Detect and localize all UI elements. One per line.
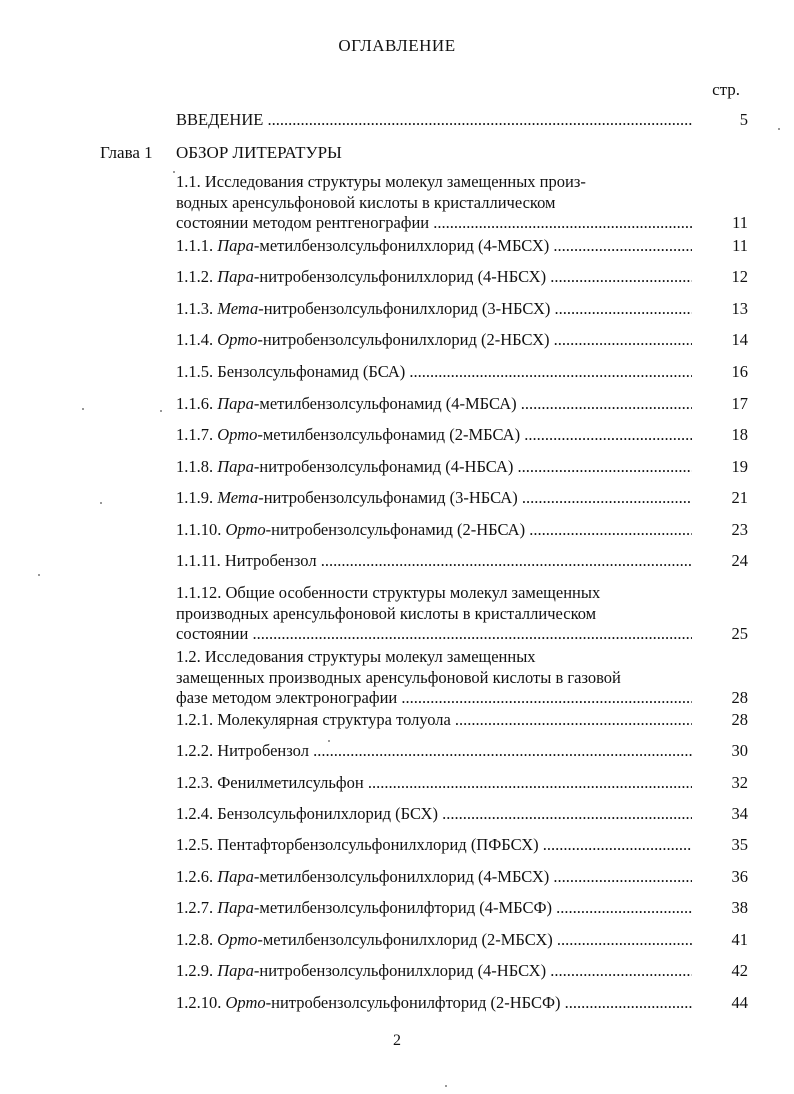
toc-entry[interactable] [176,488,748,509]
toc-entry-text [176,835,692,856]
section-title: -нитробензолсульфонилхлорид (4-НБСХ) [253,267,547,286]
toc-page-number: 13 [731,299,748,318]
section-number: 1.1.2. [176,267,214,286]
section-number: 1.2.9. [176,961,214,980]
toc-entry[interactable] [176,583,748,645]
position-prefix: Орто [217,930,258,949]
scan-speck [160,410,162,412]
toc-entry[interactable] [176,898,748,919]
toc-entry[interactable] [176,710,748,731]
toc-entry-text [176,236,692,257]
section-title: -нитробензолсульфонилфторид (2-НБСФ) [265,993,561,1012]
toc-entry[interactable] [176,647,748,709]
toc-entry-line: производных аренсульфоновой кислоты в кристаллическом [176,603,597,623]
section-number: 1.1.1. [176,236,214,255]
toc-entry-text [176,741,692,762]
toc-page-number: 11 [732,236,748,255]
section-title: -метилбензолсульфонамид (4-МБСА) [253,394,517,413]
page-title: ОГЛАВЛЕНИЕ [338,36,456,55]
section-title: -метилбензолсульфонилфторид (4-МБСФ) [253,898,553,917]
position-prefix: Пара [217,961,254,980]
section-number: 1.1.4. [176,330,214,349]
section-number: 1.2.6. [176,867,214,886]
section-number: 1.1.7. [176,425,214,444]
toc-entry-text [176,299,692,320]
toc-entry-text [176,267,692,288]
toc-entry[interactable] [176,236,748,257]
toc-entry-line: состоянии методом рентгенографии ..... [176,213,692,234]
section-title: Нитробензол [217,741,309,760]
toc-page-number: 38 [731,898,748,917]
toc-entry-text [176,993,692,1014]
toc-entry-text [176,804,692,825]
section-number: 1.2.2. [176,741,214,760]
toc-entry-text [176,425,692,446]
section-title: Пентафторбензолсульфонилхлорид (ПФБСХ) [217,835,539,854]
scan-speck [82,408,84,410]
position-prefix: Орто [225,993,266,1012]
toc-entry-text [176,330,692,351]
section-number: 1.2.5. [176,835,214,854]
page-number: 2 [393,1032,401,1049]
section-title: -нитробензолсульфонамид (4-НБСА) [253,457,514,476]
toc-page-number: 35 [731,835,748,854]
toc-entry[interactable] [176,773,748,794]
section-title: Молекулярная структура толуола [217,710,451,729]
toc-page-number: 19 [731,457,748,476]
section-number: 1.1.3. [176,299,214,318]
toc-page-number: 30 [731,741,748,760]
toc-entry-text [176,362,692,383]
section-number: 1.1.10. [176,520,222,539]
toc-entry-line: 1.1. Исследования структуры молекул замещенных произ- [176,172,586,191]
position-prefix: Пара [217,898,254,917]
chapter-title-text: ОБЗОР ЛИТЕРАТУРЫ [176,143,342,162]
toc-entry[interactable] [176,993,748,1014]
scan-speck [38,574,40,576]
toc-entry[interactable] [176,299,748,320]
scan-speck [100,502,102,504]
page-column-header: стр. [712,80,740,99]
section-number: 1.2.8. [176,930,214,949]
toc-page-number: 32 [731,773,748,792]
toc-page-number: 5 [739,110,748,129]
toc-page-number: 34 [731,804,748,823]
toc-page-number: 11 [732,213,748,232]
toc-page-number: 28 [731,710,748,729]
toc-entry-line: водных аренсульфоновой кислоты в кристаллическом [176,192,556,212]
toc-entry[interactable] [176,520,748,541]
toc-entry-line: 1.1.12. Общие особенности структуры молекул замещенных [176,583,601,602]
toc-entry[interactable] [176,330,748,351]
toc-entry[interactable] [176,804,748,825]
position-prefix: Орто [225,520,266,539]
toc-entry-line: фазе методом электронографии ..... [176,688,692,709]
toc-page-number: 28 [731,688,748,707]
section-number: 1.2.1. [176,710,214,729]
toc-page-number: 17 [731,394,748,413]
section-number: 1.1.9. [176,488,214,507]
section-title: -метилбензолсульфонилхлорид (4-МБСХ) [253,867,550,886]
toc-entry-text [176,457,692,478]
toc-entry[interactable] [176,267,748,288]
position-prefix: Мета [217,488,259,507]
toc-entry-intro[interactable] [176,110,748,131]
section-number: 1.1.6. [176,394,214,413]
scan-speck [445,1085,447,1087]
toc-page-number: 14 [731,330,748,349]
section-title: -нитробензолсульфонилхлорид (3-НБСХ) [258,299,551,318]
section-number: 1.2.4. [176,804,214,823]
section-number: 1.1.11. [176,551,221,570]
section-title: -метилбензолсульфонамид (2-МБСА) [257,425,521,444]
toc-entry-text [176,930,692,951]
section-number: 1.2.10. [176,993,222,1012]
scan-speck [328,740,330,742]
toc-page-number: 41 [731,930,748,949]
section-title: Нитробензол [224,551,317,570]
position-prefix: Мета [217,299,259,318]
toc-entry-text [176,551,692,572]
toc-page-number: 42 [731,961,748,980]
chapter-title [176,143,748,164]
toc-entry[interactable] [176,741,748,762]
toc-entry-text [176,773,692,794]
toc-page-number: 44 [731,993,748,1012]
section-title: Бензолсульфонилхлорид (БСХ) [217,804,438,823]
toc-entry[interactable] [176,961,748,982]
toc-entry-text [176,488,692,509]
position-prefix: Пара [217,267,254,286]
toc-entry[interactable] [176,425,748,446]
toc-entry-text: ВВЕДЕНИЕ ..... [176,110,692,131]
toc-entry[interactable] [176,867,748,888]
toc-entry[interactable] [176,362,748,383]
toc-entry[interactable] [176,551,748,572]
section-title: -метилбензолсульфонилхлорид (2-МБСХ) [257,930,553,949]
section-title: -нитробензолсульфонамид (3-НБСА) [258,488,518,507]
section-number: 1.2.3. [176,773,214,792]
toc-entry-text [176,961,692,982]
section-title: -нитробензолсульфонамид (2-НБСА) [265,520,526,539]
section-title: -нитробензолсульфонилхлорид (2-НБСХ) [257,330,550,349]
section-title: -метилбензолсульфонилхлорид (4-МБСХ) [253,236,550,255]
scan-speck [778,128,780,130]
toc-page-number: 23 [731,520,748,539]
toc-entry-text [176,710,692,731]
toc-page-number: 21 [731,488,748,507]
toc-entry-line: состоянии ..... [176,624,692,645]
toc-entry[interactable] [176,930,748,951]
section-number: 1.2.7. [176,898,214,917]
chapter-label: Глава 1 [100,143,153,162]
toc-page-number: 24 [731,551,748,570]
position-prefix: Пара [217,457,254,476]
position-prefix: Пара [217,867,254,886]
scan-speck [173,171,175,173]
section-title: Бензолсульфонамид (БСА) [217,362,406,381]
toc-entry-line: замещенных производных аренсульфоновой кислоты в газовой [176,667,621,687]
toc-entry-text [176,867,692,888]
toc-entry-text [176,394,692,415]
position-prefix: Пара [217,236,254,255]
toc-entry[interactable] [176,394,748,415]
toc-entry-text [176,898,692,919]
toc-entry[interactable] [176,172,748,234]
position-prefix: Орто [217,330,258,349]
toc-entry-line: 1.2. Исследования структуры молекул замещенных [176,647,536,666]
toc-page-number: 16 [731,362,748,381]
toc-page-number: 36 [731,867,748,886]
toc-entry-text [176,520,692,541]
toc-page-number: 25 [731,624,748,643]
position-prefix: Пара [217,394,254,413]
toc-page-number: 12 [731,267,748,286]
section-number: 1.1.8. [176,457,214,476]
toc-entry[interactable] [176,457,748,478]
section-title: Фенилметилсульфон [217,773,364,792]
toc-entry[interactable] [176,835,748,856]
section-title: -нитробензолсульфонилхлорид (4-НБСХ) [253,961,547,980]
toc-page-number: 18 [731,425,748,444]
section-number: 1.1.5. [176,362,214,381]
position-prefix: Орто [217,425,258,444]
